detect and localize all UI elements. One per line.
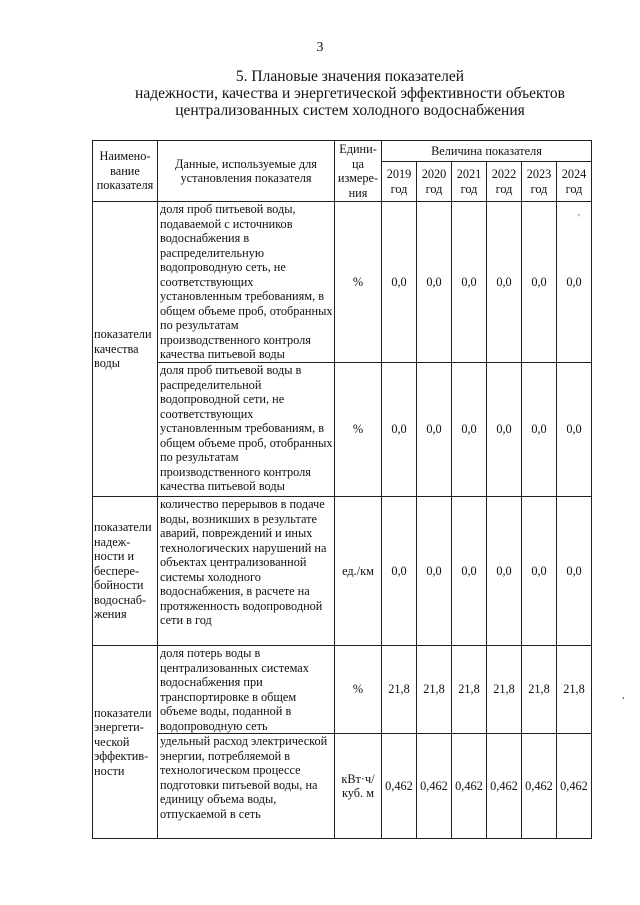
title-line-1: 5. Плановые значения показателей xyxy=(235,68,465,85)
header-value-group: Величина показателя xyxy=(382,141,592,162)
row-value: 0,0 xyxy=(557,497,592,646)
header-year: 2021 год xyxy=(452,162,487,202)
header-indicator-name: Наимено-вание показателя xyxy=(93,141,158,202)
row-value: 0,0 xyxy=(417,497,452,646)
row-value: 0,0 xyxy=(382,202,417,363)
indicators-table xyxy=(92,140,592,839)
row-value: 0,462 xyxy=(522,734,557,839)
category-efficiency: показатели энергети-ческой эффектив-ности xyxy=(93,646,158,839)
document-title xyxy=(60,68,640,119)
row-data-description: удельный расход электрической энергии, потребляемой в технологическом процессе подготовки питьевой воды, на единицу объема воды, отпускаемой в сеть xyxy=(158,734,335,839)
title-line-3: централизованных систем холодного водоснабжения xyxy=(175,102,525,119)
title-line-2: надежности, качества и энергетической эффективности объектов xyxy=(135,85,565,102)
row-unit: % xyxy=(335,646,382,734)
row-unit: ед./км xyxy=(335,497,382,646)
row-value: 0,0 xyxy=(522,202,557,363)
row-value: 0,462 xyxy=(557,734,592,839)
row-value: 0,0 xyxy=(487,363,522,497)
row-value: 0,0 xyxy=(452,497,487,646)
table-row xyxy=(93,497,592,646)
row-value: 21,8 xyxy=(452,646,487,734)
row-unit: % xyxy=(335,363,382,497)
row-value: 21,8 xyxy=(522,646,557,734)
row-data-description: доля проб питьевой воды, подаваемой с источников водоснабжения в распределительную водопроводную сеть, не соответствующих установленным требованиям, в общем объеме проб, отобранных по результатам производственного контроля качества питьевой воды xyxy=(158,202,335,363)
row-value: 0,0 xyxy=(487,497,522,646)
table-row xyxy=(93,202,592,363)
row-value: 0,462 xyxy=(452,734,487,839)
row-data-description: доля проб питьевой воды в распределительной водопроводной сети, не соответствующих установленным требованиям, в общем объеме проб, отобранных по результатам производственного контроля качества питьевой воды xyxy=(158,363,335,497)
row-value: 0,0 xyxy=(417,202,452,363)
header-year: 2024 год xyxy=(557,162,592,202)
header-year: 2020 год xyxy=(417,162,452,202)
row-value: 21,8 xyxy=(557,646,592,734)
row-value: 0,0 xyxy=(382,363,417,497)
page-number: 3 xyxy=(316,40,324,55)
row-value: 0,462 xyxy=(487,734,522,839)
row-value: 0,462 xyxy=(382,734,417,839)
scan-speck: , xyxy=(622,690,625,701)
header-unit: Едини-ца измере-ния xyxy=(335,141,382,202)
row-value: 0,0 xyxy=(452,202,487,363)
table-row xyxy=(93,734,592,839)
row-data-description: количество перерывов в подаче воды, возникших в результате аварий, повреждений и иных технологических нарушений на объектах централизованной системы холодного водоснабжения, в расчете на протяженность водопроводной сети в год xyxy=(158,497,335,646)
row-value: 0,0 xyxy=(382,497,417,646)
row-unit: % xyxy=(335,202,382,363)
header-year: 2019 год xyxy=(382,162,417,202)
row-value: 0,0 xyxy=(487,202,522,363)
row-value: 21,8 xyxy=(417,646,452,734)
row-value: 21,8 xyxy=(382,646,417,734)
row-value: 0,0 xyxy=(522,497,557,646)
row-value: 0,0 xyxy=(557,202,592,363)
row-unit: кВт·ч/ куб. м xyxy=(335,734,382,839)
table-row xyxy=(93,646,592,734)
row-data-description: доля потерь воды в централизованных системах водоснабжения при транспортировке в общем объеме воды, поданной в водопроводную сеть xyxy=(158,646,335,734)
header-year: 2022 год xyxy=(487,162,522,202)
header-year: 2023 год xyxy=(522,162,557,202)
row-value: 0,0 xyxy=(417,363,452,497)
row-value: 0,0 xyxy=(522,363,557,497)
header-row xyxy=(93,141,592,162)
row-value: 0,462 xyxy=(417,734,452,839)
row-value: 0,0 xyxy=(557,363,592,497)
scan-speck: ' xyxy=(578,213,580,224)
row-value: 21,8 xyxy=(487,646,522,734)
category-reliability: показатели надеж-ности и беспере-бойности водоснаб-жения xyxy=(93,497,158,646)
category-quality: показатели качества воды xyxy=(93,202,158,497)
row-value: 0,0 xyxy=(452,363,487,497)
table-row xyxy=(93,363,592,497)
header-data-used: Данные, используемые для установления показателя xyxy=(158,141,335,202)
